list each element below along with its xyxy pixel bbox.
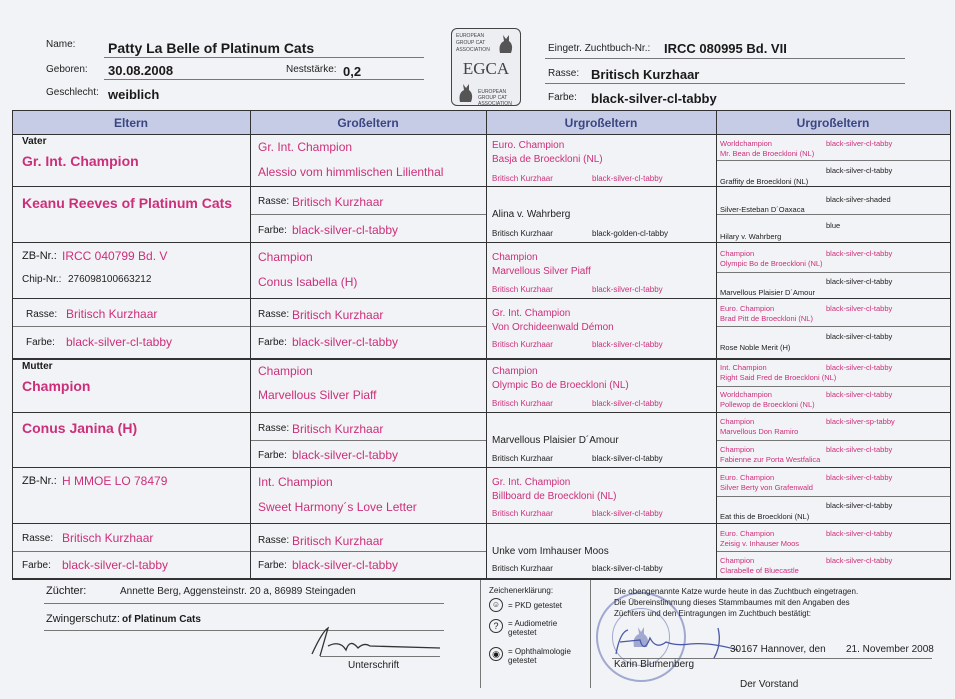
gg-title: Champion (720, 249, 755, 258)
gg-title: Worldchampion (720, 139, 772, 148)
gg-color: black-silver-shaded (826, 195, 891, 204)
gg-title: Champion (720, 556, 755, 565)
gg-name: Fabienne zur Porta Westfalica (720, 455, 821, 464)
great-name: Basja de Broeckloni (NL) (492, 154, 603, 165)
grandparent-breed: Britisch Kurzhaar (292, 534, 384, 548)
gg-title: Champion (720, 445, 755, 454)
great-color: black-silver-cl-tabby (592, 285, 663, 294)
gg-color: black-silver-cl-tabby (826, 445, 893, 454)
litter-label: Neststärke: (286, 64, 337, 75)
cat-silhouette-icon (496, 32, 516, 54)
registrar-signature-text (640, 634, 709, 644)
legend-title: Zeichenerklärung: (489, 586, 554, 595)
father-color: black-silver-cl-tabby (66, 335, 173, 349)
kennel-value: of Platinum Cats (122, 614, 201, 625)
great-name: Marvellous Silver Piaff (492, 266, 591, 277)
ear-icon: ? (489, 619, 503, 633)
great-breed: Britisch Kurzhaar (492, 509, 553, 518)
great-breed: Britisch Kurzhaar (492, 340, 553, 349)
grandparent-title: Champion (258, 250, 313, 264)
great-breed: Britisch Kurzhaar (492, 454, 553, 463)
great-breed: Britisch Kurzhaar (492, 285, 553, 294)
breed-label: Rasse: (258, 535, 290, 546)
father-label: Vater (22, 136, 47, 147)
signer-name: Karin Blumenberg (614, 659, 695, 670)
gg-color: black-silver-cl-tabby (826, 529, 893, 538)
gg-name: Marvellous Don Ramiro (720, 427, 799, 436)
great-breed: Britisch Kurzhaar (492, 564, 553, 573)
father-zb: IRCC 040799 Bd. V (62, 249, 168, 263)
great-title: Gr. Int. Champion (492, 308, 571, 319)
sex-label: Geschlecht: (46, 87, 99, 98)
mother-name: Conus Janina (H) (22, 420, 138, 436)
color-label: Farbe: (258, 337, 287, 348)
father-color-label: Farbe: (26, 337, 55, 348)
registrar-signature (610, 624, 750, 660)
gg-name: Right Said Fred de Broeckloni (NL) (720, 373, 837, 382)
father-title: Gr. Int. Champion (22, 153, 139, 169)
gg-name: Olympic Bo de Broeckloni (NL) (720, 259, 823, 268)
born-date: 30.08.2008 (108, 63, 174, 78)
gg-color: black-silver-cl-tabby (826, 473, 893, 482)
gg-color: black-silver-cl-tabby (826, 390, 893, 399)
legend-pkd: = PKD getestet (508, 601, 563, 610)
mother-color: black-silver-cl-tabby (62, 558, 169, 572)
gg-color: blue (826, 221, 841, 230)
gg-title: Int. Champion (720, 363, 767, 372)
grandparent-name: Conus Isabella (H) (258, 275, 358, 289)
breed-label: Rasse: (258, 423, 290, 434)
grandparent-breed: Britisch Kurzhaar (292, 422, 384, 436)
great-breed: Britisch Kurzhaar (492, 399, 553, 408)
mother-breed: Britisch Kurzhaar (62, 531, 154, 545)
great-name: Alina v. Wahrberg (492, 209, 571, 220)
mother-breed-label: Rasse: (22, 533, 54, 544)
gg-name: Mr. Bean de Broeckloni (NL) (720, 149, 815, 158)
eye-icon: ◉ (489, 647, 503, 661)
gg-name: Eat this de Broeckloni (NL) (720, 512, 810, 521)
grandparent-name: Sweet Harmony´s Love Letter (258, 500, 417, 514)
grandparent-name: Alessio vom himmlischen Lilienthal (258, 165, 444, 179)
breeder-label: Züchter: (46, 585, 87, 597)
grandparent-color: black-silver-cl-tabby (292, 223, 399, 237)
gg-color: black-silver-cl-tabby (826, 363, 893, 372)
great-title: Gr. Int. Champion (492, 477, 571, 488)
father-chip: 276098100663212 (68, 274, 152, 285)
great-color: black-silver-cl-tabby (592, 509, 663, 518)
great-title: Champion (492, 252, 538, 263)
statement-line-3: Züchters und den Eintragungen im Zuchtbuch bestätigt: (614, 609, 812, 618)
father-breed-label: Rasse: (26, 309, 58, 320)
great-color: black-silver-cl-tabby (592, 454, 663, 463)
statement-line-2: Die Übereinstimmung dieses Stammbaumes mit den Angaben des (614, 598, 850, 607)
great-name: Olympic Bo de Broeckloni (NL) (492, 380, 629, 391)
place-label: 30167 Hannover, den (730, 644, 826, 655)
gg-color: black-silver-cl-tabby (826, 166, 893, 175)
gg-color: black-silver-cl-tabby (826, 139, 893, 148)
great-color: black-silver-cl-tabby (592, 174, 663, 183)
great-name: Billboard de Broeckloni (NL) (492, 491, 617, 502)
grandparent-title: Int. Champion (258, 475, 333, 489)
breeder-signature-text (340, 636, 374, 646)
board-label: Der Vorstand (740, 679, 799, 690)
father-chip-label: Chip-Nr.: (22, 274, 62, 285)
gg-title: Euro. Champion (720, 473, 775, 482)
statement-line-1: Die obengenannte Katze wurde heute in das Zuchtbuch eingetragen. (614, 587, 859, 596)
gg-name: Hilary v. Wahrberg (720, 232, 782, 241)
gg-color: black-silver-sp-tabby (826, 417, 895, 426)
name-label: Name: (46, 39, 76, 50)
gg-name: Brad Pitt de Broeckloni (NL) (720, 314, 813, 323)
mother-zb: H MMOE LO 78479 (62, 474, 168, 488)
great-name: Von Orchideenwald Démon (492, 322, 614, 333)
great-color: black-silver-cl-tabby (592, 399, 663, 408)
gg-color: black-silver-cl-tabby (826, 556, 893, 565)
cat-silhouette-icon (456, 81, 476, 103)
great-breed: Britisch Kurzhaar (492, 229, 553, 238)
gg-color: black-silver-cl-tabby (826, 277, 893, 286)
gg-name: Marvellous Plaisier D´Amour (720, 288, 816, 297)
breed-label: Rasse: (548, 68, 580, 79)
gg-name: Silver-Esteban D´Oaxaca (720, 205, 805, 214)
mother-title: Champion (22, 378, 91, 394)
breed-value: Britisch Kurzhaar (591, 67, 700, 82)
great-color: black-golden-cl-tabby (592, 229, 669, 238)
grandparent-color: black-silver-cl-tabby (292, 558, 399, 572)
gg-name: Pollewop de Broeckloni (NL) (720, 400, 815, 409)
grandparent-breed: Britisch Kurzhaar (292, 308, 384, 322)
gg-title: Champion (720, 417, 755, 426)
born-label: Geboren: (46, 64, 88, 75)
breeder-value: Annette Berg, Aggensteinstr. 20 a, 86989 Steingaden (120, 586, 356, 597)
gg-color: black-silver-cl-tabby (826, 501, 893, 510)
litter-size: 0,2 (343, 64, 362, 79)
sex-value: weiblich (108, 87, 160, 102)
great-color: black-silver-cl-tabby (592, 340, 663, 349)
gg-title: Worldchampion (720, 390, 772, 399)
cat-name: Patty La Belle of Platinum Cats (108, 40, 315, 56)
gg-name: Silver Berty von Grafenwald (720, 483, 813, 492)
color-value: black-silver-cl-tabby (591, 91, 717, 106)
grandparent-color: black-silver-cl-tabby (292, 335, 399, 349)
signature-label: Unterschrift (348, 660, 400, 671)
gg-color: black-silver-cl-tabby (826, 249, 893, 258)
reg-label: Eingetr. Zuchtbuch-Nr.: (548, 43, 651, 54)
kennel-label: Zwingerschutz: (46, 613, 120, 625)
great-color: black-silver-cl-tabby (592, 564, 663, 573)
grandparent-color: black-silver-cl-tabby (292, 448, 399, 462)
legend-oph: = Ophthalmologie getestet (508, 647, 571, 665)
col-header-parents: Eltern (12, 110, 250, 134)
mother-color-label: Farbe: (22, 560, 51, 571)
grandparent-name: Marvellous Silver Piaff (258, 388, 377, 402)
color-label: Farbe: (258, 560, 287, 571)
grandparent-title: Gr. Int. Champion (258, 140, 353, 154)
col-header-great-great-grandparents: Urgroßeltern (716, 110, 950, 134)
great-title: Euro. Champion (492, 140, 565, 151)
father-zb-label: ZB-Nr.: (22, 250, 57, 262)
gg-name: Graffity de Broeckloni (NL) (720, 177, 809, 186)
great-title: Champion (492, 366, 538, 377)
color-label: Farbe: (258, 450, 287, 461)
mother-label: Mutter (22, 361, 53, 372)
gg-title: Euro. Champion (720, 529, 775, 538)
gg-name: Clarabelle of Bluecastle (720, 566, 799, 575)
father-name: Keanu Reeves of Platinum Cats (22, 195, 233, 211)
color-label: Farbe: (258, 225, 287, 236)
egca-logo: EUROPEAN GROUP CAT ASSOCIATION EGCA EUROPEAN GROUP CAT ASSOCIATION (451, 28, 521, 106)
great-breed: Britisch Kurzhaar (492, 174, 553, 183)
gg-name: Rose Noble Merit (H) (720, 343, 791, 352)
mother-zb-label: ZB-Nr.: (22, 475, 57, 487)
col-header-grandparents: Großeltern (250, 110, 486, 134)
grandparent-title: Champion (258, 364, 313, 378)
sign-date: 21. November 2008 (846, 644, 934, 655)
gg-name: Zeisig v. Inhauser Moos (720, 539, 800, 548)
gg-color: black-silver-cl-tabby (826, 332, 893, 341)
gg-color: black-silver-cl-tabby (826, 304, 893, 313)
pkd-icon: ☺ (489, 598, 503, 612)
father-breed: Britisch Kurzhaar (66, 307, 158, 321)
gg-title: Euro. Champion (720, 304, 775, 313)
color-label: Farbe: (548, 92, 577, 103)
breed-label: Rasse: (258, 309, 290, 320)
legend-audio: = Audiometrie getestet (508, 619, 558, 637)
reg-number: IRCC 080995 Bd. VII (664, 41, 787, 56)
grandparent-breed: Britisch Kurzhaar (292, 195, 384, 209)
great-name: Marvellous Plaisier D´Amour (492, 435, 619, 446)
breed-label: Rasse: (258, 196, 290, 207)
col-header-great-grandparents: Urgroßeltern (486, 110, 716, 134)
great-name: Unke vom Imhauser Moos (492, 546, 609, 557)
